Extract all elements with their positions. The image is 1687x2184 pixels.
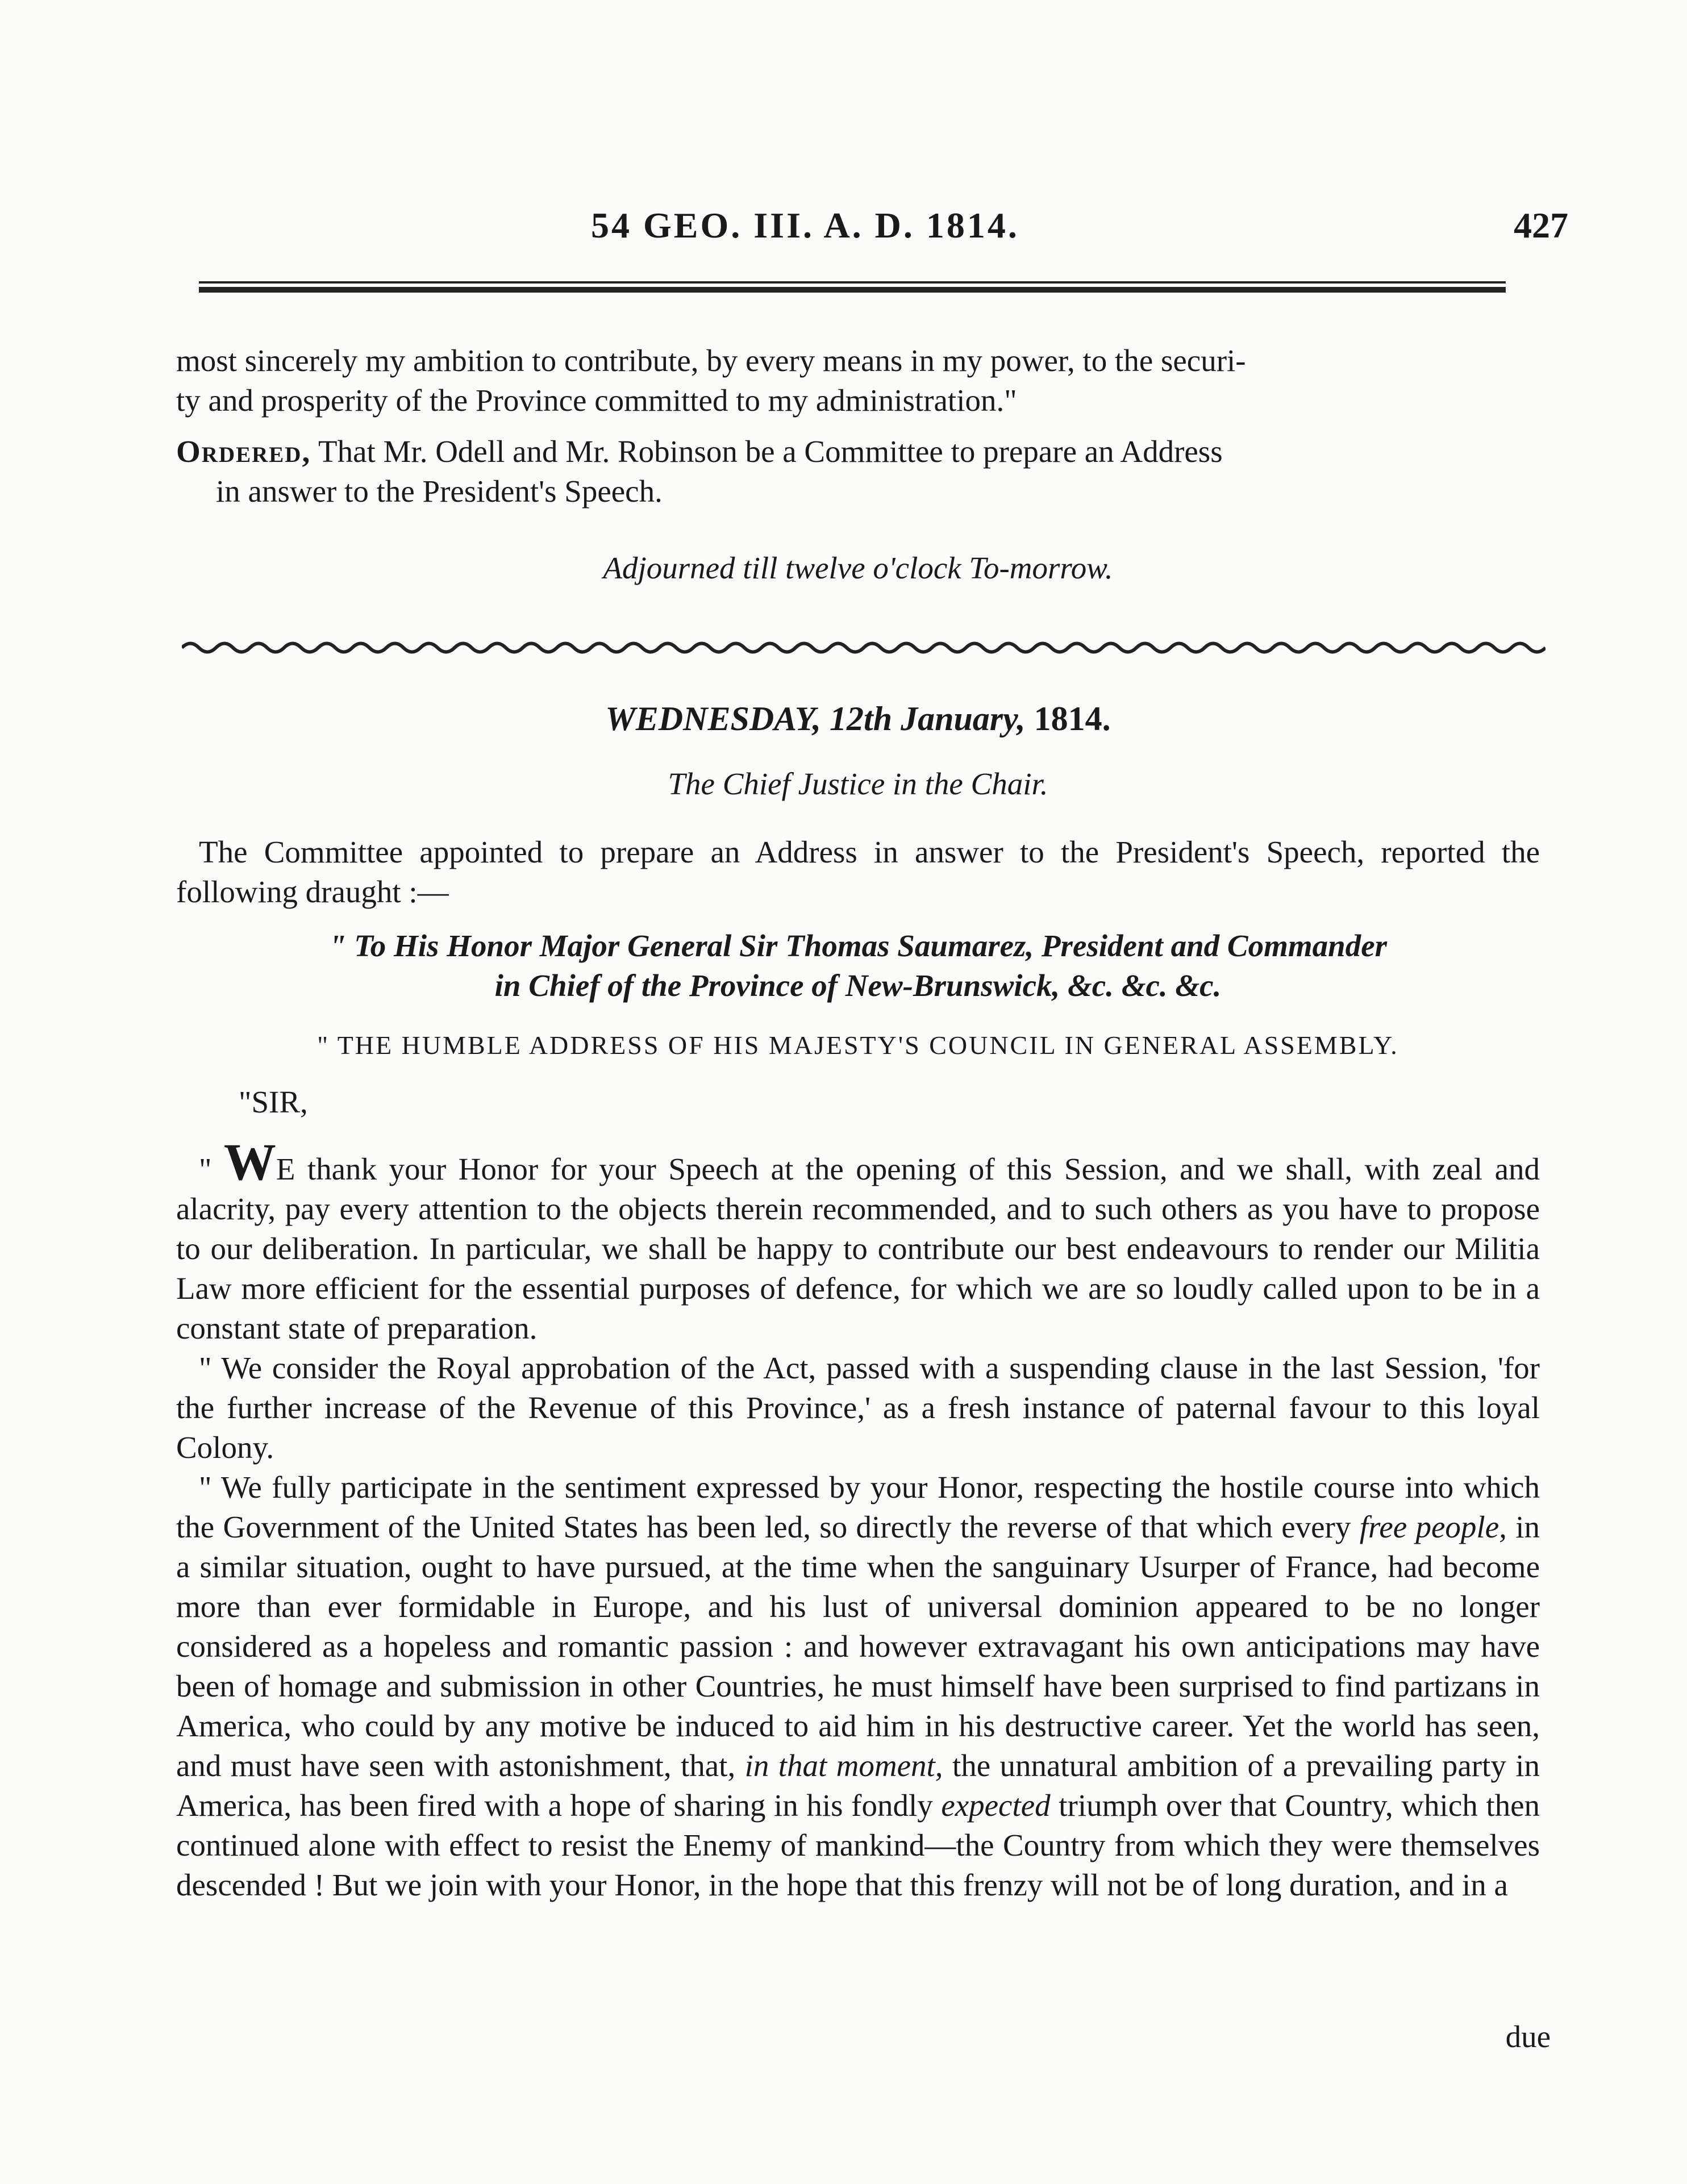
- date-heading-day: WEDNESDAY,: [605, 700, 822, 737]
- ordered-line: [176, 432, 1540, 472]
- intro-line-1: most sincerely my ambition to contribute, by every means in my power, to the securi-: [176, 343, 1246, 378]
- committee-report: The Committee appointed to prepare an Address in answer to the President's Speech, reported the following draught :—: [176, 835, 1540, 909]
- paragraph-2: " We consider the Royal approbation of the Act, passed with a suspending clause in the last Session, 'for the further increase of the Revenue of this Province,' as a fresh instance of paternal favour to this loyal Colony.: [176, 1351, 1540, 1465]
- paragraph-1: [176, 1133, 1540, 1348]
- date-heading-date: 12th January,: [821, 700, 1026, 737]
- humble-address-heading: " THE HUMBLE ADDRESS OF HIS MAJESTY'S COUNCIL IN GENERAL ASSEMBLY.: [317, 1031, 1399, 1060]
- adjourned-line: Adjourned till twelve o'clock To-morrow.: [603, 551, 1113, 585]
- paragraph-3: [176, 1468, 1540, 1905]
- ordered-text: That Mr. Odell and Mr. Robinson be a Committee to prepare an Address: [311, 434, 1223, 469]
- date-heading-year: 1814.: [1025, 700, 1111, 737]
- address-recipient-line-2: in Chief of the Province of New-Brunswick, &c. &c. &c.: [494, 968, 1222, 1003]
- header-rule: [199, 281, 1506, 293]
- salutation: "SIR,: [239, 1085, 308, 1119]
- ordered-paragraph: [176, 432, 1540, 511]
- page-number: 427: [1514, 205, 1568, 245]
- page-header: [591, 205, 1568, 256]
- wavy-divider: [182, 636, 1546, 659]
- date-heading: [176, 696, 1540, 741]
- ordered-lead: Ordered,: [176, 434, 311, 469]
- address-body: [176, 1133, 1540, 1905]
- ordered-continuation: in answer to the President's Speech.: [216, 474, 663, 509]
- running-head: 54 GEO. III. A. D. 1814.: [591, 205, 1019, 245]
- paragraph-3-part-c: the unnatural ambition of a prevailing party in America, has been fired with a hope of sharing in his fondly: [176, 1748, 1540, 1823]
- address-recipient-line-1: " To His Honor Major General Sir Thomas Saumarez, President and Commander: [328, 928, 1388, 963]
- intro-paragraph: [176, 341, 1540, 420]
- paragraph-3-part-b: in a similar situation, ought to have pursued, at the time when the sanguinary Usurper of France, had become more than ever formidable in Europe, and his lust of universal dominion appeared to be no longer considered as a hopeless and romantic passion : and however extravagant his own anticipations may have been of homage and submission in other Countries, he must himself have been surprised to find partizans in America, who could by any motive be induced to aid him in his destructive career. Yet the world has seen, and must have seen with astonishment, that,: [176, 1510, 1540, 1783]
- paragraph-3-part-d: triumph over that Country, which then continued alone with effect to resist the Enemy of mankind—the Country from which they were themselves descended ! But we join with your Honor, in the hope that this frenzy will not be of long duration, and in a: [176, 1788, 1540, 1902]
- catchword: due: [1505, 2019, 1551, 2054]
- paragraph-3-expected: expected: [941, 1788, 1051, 1823]
- chair-line: The Chief Justice in the Chair.: [668, 766, 1048, 801]
- intro-line-2: ty and prosperity of the Province committed to my administration.": [176, 383, 1017, 418]
- paragraph-3-free-people: free people,: [1359, 1510, 1507, 1544]
- paragraph-3-in-that-moment: in that moment,: [744, 1748, 943, 1783]
- paragraph-1-text: E thank your Honor for your Speech at the opening of this Session, and we shall, with zeal and alacrity, pay every attention to the objects therein recommended, and to such others as you have to propose to our deliberation. In particular, we shall be happy to contribute our best endeavours to render our Militia Law more efficient for the essential purposes of defence, for which we are so loudly called upon to be in a constant state of preparation.: [176, 1152, 1540, 1345]
- paragraph-3-part-a: " We fully participate in the sentiment expressed by your Honor, respecting the hostile course into which the Government of the United States has been led, so directly the reverse of that which every: [176, 1470, 1540, 1544]
- paragraph-1-open: ": [199, 1152, 224, 1186]
- paragraph-1-dropcap: W: [223, 1133, 276, 1191]
- address-recipient: [176, 926, 1540, 1006]
